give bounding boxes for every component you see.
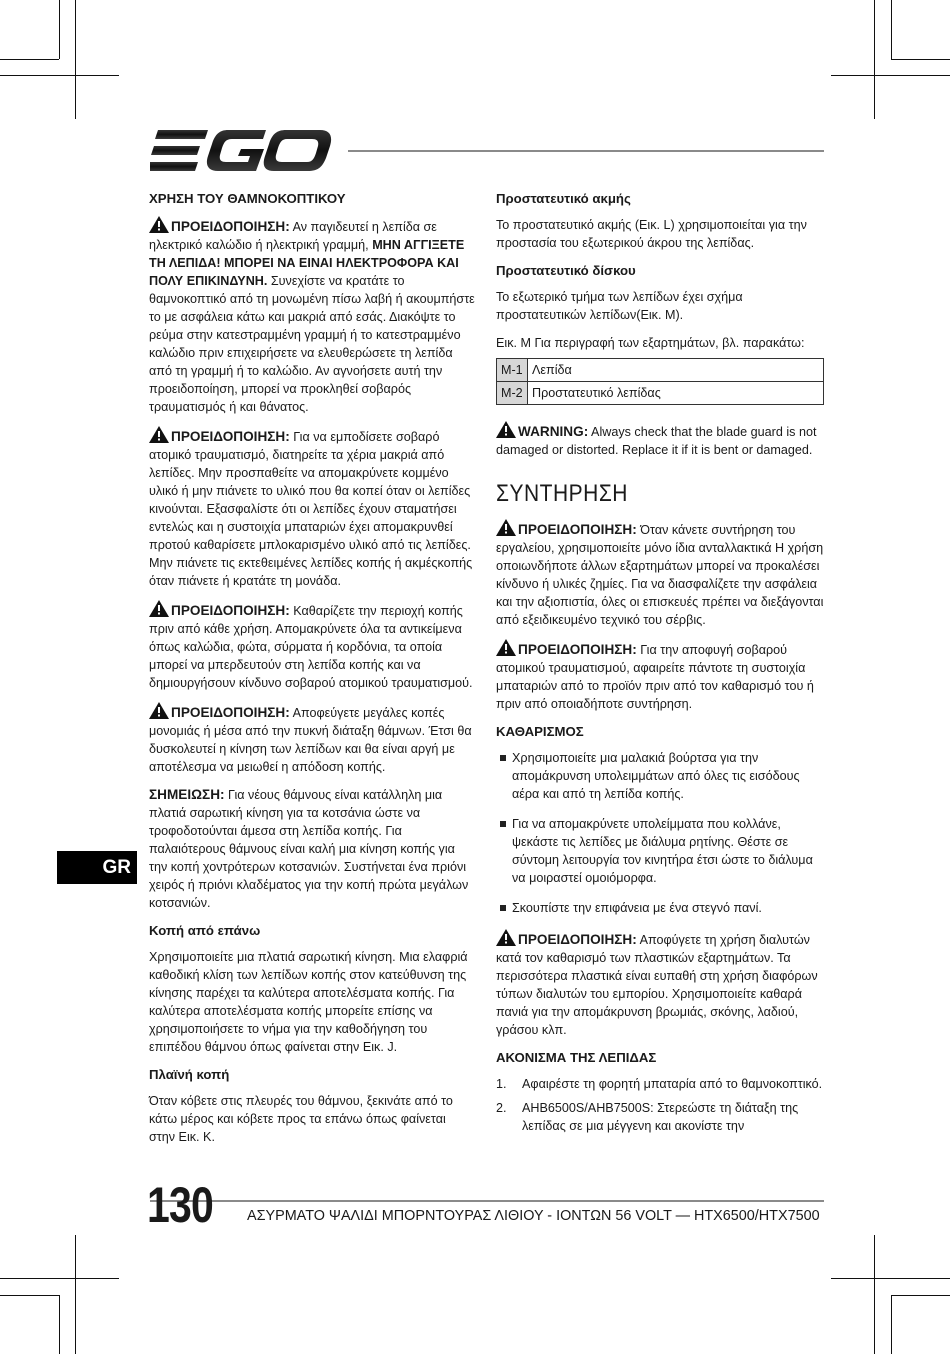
sharpening-steps [496, 1075, 824, 1135]
list-item: Χρησιμοποιείτε μια μαλακιά βούρτσα για την απομάκρυνση υπολειμμάτων από όλες τις εισόδους αέρα και από τη λεπίδα κοπής. [496, 749, 824, 803]
part-code: M-2 [497, 382, 528, 405]
parts-table [496, 358, 824, 405]
crop-mark [891, 1295, 950, 1296]
warning-triangle-icon [496, 519, 516, 536]
crop-mark [891, 0, 892, 59]
warning-emphasis: ΜΗΝ ΑΓΓΙΞΕΤΕ ΤΗ ΛΕΠΙΔΑ! ΜΠΟΡΕΙ ΝΑ ΕΙΝΑΙ ΗΛΕΚΤΡΟΦΟΡΑ ΚΑΙ ΠΟΛΥ ΕΠΙΚΙΝΔΥΝΗ. [149, 238, 465, 288]
crop-mark [891, 59, 950, 60]
crop-mark [831, 1278, 950, 1279]
right-column [496, 190, 824, 1141]
warning-paragraph [149, 216, 475, 416]
body-paragraph: Χρησιμοποιείτε μια πλατιά σαρωτική κίνηση. Μια ελαφριά καθοδική κλίση των λεπίδων κοπής στον κατεύθυνση της κίνησης παρέχει τα καλύτερα αποτελέσματα κοπής. Για καλύτερα αποτελέσματα κοπής μπορείτε επίσης να χρησιμοποιήσετε το νήμα για την καθοδήγηση του επιπέδου θάμνου όπως φαίνεται στην Εικ. J. [149, 950, 468, 1054]
warning-triangle-icon [496, 639, 516, 656]
warning-text: Always check that the blade guard is not damaged or distorted. Replace it if it is bent or damaged. [496, 425, 817, 457]
list-item [496, 1099, 824, 1135]
body-paragraph: Το προστατευτικό ακμής (Εικ. L) χρησιμοποιείται για την προστασία του εξωτερικού άκρου της λεπίδας. [496, 218, 807, 250]
table-row [497, 382, 824, 405]
step-text: Αφαιρέστε τη φορητή μπαταρία από το θαμνοκοπτικό. [522, 1077, 823, 1091]
list-item [496, 1075, 824, 1093]
crop-mark [59, 0, 60, 59]
warning-triangle-icon [149, 702, 169, 719]
language-tab: GR [57, 851, 137, 884]
warning-paragraph [496, 929, 824, 1039]
warning-text: Αν παγιδευτεί η λεπίδα σε ηλεκτρικό καλώδιο ή ηλεκτρική γραμμή, [149, 220, 437, 252]
body-paragraph: Όταν κόβετε στις πλευρές του θάμνου, ξεκινάτε από το κάτω μέρος και κόβετε προς τα επάνω όπως φαίνεται στην Εικ. K. [149, 1094, 453, 1144]
warning-label: ΠΡΟΕΙΔΟΠΟΙΗΣΗ: [518, 642, 637, 657]
crop-mark [0, 1295, 59, 1296]
list-item: Σκουπίστε την επιφάνεια με ένα στεγνό πανί. [496, 899, 824, 917]
warning-label: ΠΡΟΕΙΔΟΠΟΙΗΣΗ: [518, 522, 637, 537]
warning-label: ΠΡΟΕΙΔΟΠΟΙΗΣΗ: [518, 932, 637, 947]
subsection-heading: Πλαϊνή κοπή [149, 1067, 230, 1082]
warning-text: Καθαρίζετε την περιοχή κοπής πριν από κάθε χρήση. Απομακρύνετε όλα τα αντικείμενα όπως καλώδια, φώτα, σύρματα ή κορδόνια, τα οποία μπορεί να μπερδευτούν στη λεπίδα κοπής και να δημιουργήσουν κίνδυνο σοβαρού ατομικού τραυματισμού. [149, 604, 473, 690]
warning-triangle-icon [496, 929, 516, 946]
subsection-heading: Κοπή από επάνω [149, 923, 261, 938]
subsection-heading: Προστατευτικό ακμής [496, 191, 631, 206]
note-text: Για νέους θάμνους είναι κατάλληλη μια πλατιά σαρωτική κίνηση για τα κοτσάνια ώστε να τροφοδοτούνται άμεσα στη λεπίδα κοπής. Για παλαιότερους θάμνους είναι καλή μια κίνηση κοπής για την κοπή χοντρότερων κοτσανιών. Συστήνεται ένα πριόνι χειρός ή πριόνι κλαδέματος για την κοπή πρώτα μεγάλων κοτσανιών. [149, 788, 469, 910]
warning-paragraph [496, 519, 824, 629]
crop-mark [0, 59, 59, 60]
warning-paragraph [149, 426, 475, 590]
subsection-heading: ΑΚΟΝΙΣΜΑ ΤΗΣ ΛΕΠΙΔΑΣ [496, 1050, 657, 1065]
crop-mark [0, 75, 119, 76]
warning-text: Όταν κάνετε συντήρηση του εργαλείου, χρησιμοποιείτε μόνο ίδια ανταλλακτικά Η χρήση οποιωνδήποτε άλλων εξαρτημάτων μπορεί να προκαλέσει κίνδυνο ή υλικές ζημίες. Για να διασφαλίζετε την ασφάλεια και την αξιοπιστία, όλες οι επισκευές πρέπει να διεξάγονται από εξειδικευμένο τεχνικό του σέρβις. [496, 523, 824, 627]
warning-label: ΠΡΟΕΙΔΟΠΟΙΗΣΗ: [171, 429, 290, 444]
note-paragraph [149, 786, 475, 912]
warning-text: Αποφεύγετε μεγάλες κοπές μονομιάς ή μέσα από την πυκνή διάταξη θάμνων. Έτσι θα δυσκολευτεί η κίνηση των λεπίδων και θα είναι αργή με αποτέλεσμα να μειωθεί η απόδοση κοπής. [149, 706, 472, 774]
section-heading: ΧΡΗΣΗ ΤΟΥ ΘΑΜΝΟΚΟΠΤΙΚΟΥ [149, 191, 346, 206]
warning-triangle-icon [149, 216, 169, 233]
header-rule [348, 150, 824, 152]
warning-label: ΠΡΟΕΙΔΟΠΟΙΗΣΗ: [171, 705, 290, 720]
warning-paragraph [496, 639, 824, 713]
body-paragraph: Το εξωτερικό τμήμα των λεπίδων έχει σχήμα προστατευτικών λεπίδων(Εικ. M). [496, 290, 743, 322]
note-label: ΣΗΜΕΙΩΣΗ: [149, 787, 225, 802]
crop-mark [874, 1235, 875, 1354]
crop-mark [0, 1278, 119, 1279]
warning-paragraph [149, 600, 475, 692]
warning-text: Αποφύγετε τη χρήση διαλυτών κατά τον καθαρισμό των πλαστικών εξαρτημάτων. Τα περισσότερα πλαστικά είναι ευπαθή στη χρήση διαφόρων τύπων διαλυτών του εμπορίου. Χρησιμοποιείτε καθαρά πανιά για την απομάκρυνση βρωμιάς, σκόνης, λαδιού, γράσου κλπ. [496, 933, 818, 1037]
warning-label: ΠΡΟΕΙΔΟΠΟΙΗΣΗ: [171, 603, 290, 618]
warning-triangle-icon [149, 600, 169, 617]
warning-label: ΠΡΟΕΙΔΟΠΟΙΗΣΗ: [171, 219, 290, 234]
subsection-heading: Προστατευτικό δίσκου [496, 263, 636, 278]
step-number: 2. [496, 1101, 507, 1115]
warning-text: Συνεχίστε να κρατάτε το θαμνοκοπτικό από τη μονωμένη πίσω λαβή ή ακουμπήστε το με ασφάλεια κάτω και μακριά από εσάς. Διακόψτε το ρεύμα στην κατεστραμμένη γραμμή ή το κατεστραμμένο καλώδιο πριν επιχειρήσετε να ελευθερώσετε τη λεπίδα από τη γραμμή ή το καλώδιο. Αν αγνοήσετε αυτή την προειδοποίηση, μπορεί να προκληθεί σοβαρός τραυματισμός ή και θάνατος. [149, 274, 475, 414]
warning-paragraph [149, 702, 475, 776]
step-number: 1. [496, 1077, 507, 1091]
footer-title: ΑΣΥΡΜΑΤΟ ΨΑΛΙΔΙ ΜΠΟΡΝΤΟΥΡΑΣ ΛΙΘΙΟΥ - ΙΟΝΤΩΝ 56 VOLT — HTX6500/HTX7500 [247, 1208, 820, 1224]
step-text: AHB6500S/AHB7500S: Στερεώστε τη διάταξη της λεπίδας σε μια μέγγενη και ακονίστε την [522, 1101, 799, 1133]
part-name: Προστατευτικό λεπίδας [528, 382, 824, 405]
crop-mark [75, 0, 76, 119]
left-column [149, 190, 475, 1156]
list-item: Για να απομακρύνετε υπολείμματα που κολλάνε, ψεκάστε τις λεπίδες με διάλυμα ρητίνης. Θέστε σε σύντομη λειτουργία τον κινητήρα έτσι ώστε το διάλυμα να μοιραστεί ομοιόμορφα. [496, 815, 824, 887]
warning-label: WARNING: [518, 424, 589, 439]
crop-mark [831, 75, 950, 76]
footer-rule [150, 1200, 824, 1202]
figure-caption: Εικ. M Για περιγραφή των εξαρτημάτων, βλ. παρακάτω: [496, 336, 805, 350]
warning-triangle-icon [149, 426, 169, 443]
subsection-heading: ΚΑΘΑΡΙΣΜΟΣ [496, 724, 584, 739]
part-code: M-1 [497, 359, 528, 382]
part-name: Λεπίδα [528, 359, 824, 382]
crop-mark [59, 1295, 60, 1354]
section-title: ΣΥΝΤΗΡΗΣΗ [496, 480, 628, 507]
crop-mark [75, 1235, 76, 1354]
crop-mark [891, 1295, 892, 1354]
table-row [497, 359, 824, 382]
page-number: 130 [147, 1177, 213, 1233]
crop-mark [874, 0, 875, 119]
warning-text: Για να εμποδίσετε σοβαρό ατομικό τραυματισμό, διατηρείτε τα χέρια μακριά από λεπίδες. Μην προσπαθείτε να απομακρύνετε κομμένο υλικό ή μην πιάνετε το υλικό που θα κοπεί όταν οι λεπίδες κινούνται. Εξασφαλίστε ότι οι λεπίδες έχουν σταματήσει εντελώς και η συστοιχία μπαταριών έχει απομακρυνθεί προτού καθαρίσετε μπλοκαρισμένο υλικό από τις λεπίδες. Μην πιάνετε τις εκτεθειμένες λεπίδες κοπής ή ακμέςκοπής όταν πιάνετε ή κρατάτε τη μονάδα. [149, 430, 473, 588]
warning-triangle-icon [496, 421, 516, 438]
cleaning-list [496, 749, 824, 917]
warning-text: Για την αποφυγή σοβαρού ατομικού τραυματισμού, αφαιρείτε πάντοτε τη συστοιχία μπαταριών από το προϊόν πριν από τον καθαρισμό του ή πριν από οποιαδήποτε συντήρηση. [496, 643, 814, 711]
ego-logo [150, 128, 332, 174]
warning-paragraph [496, 421, 824, 459]
